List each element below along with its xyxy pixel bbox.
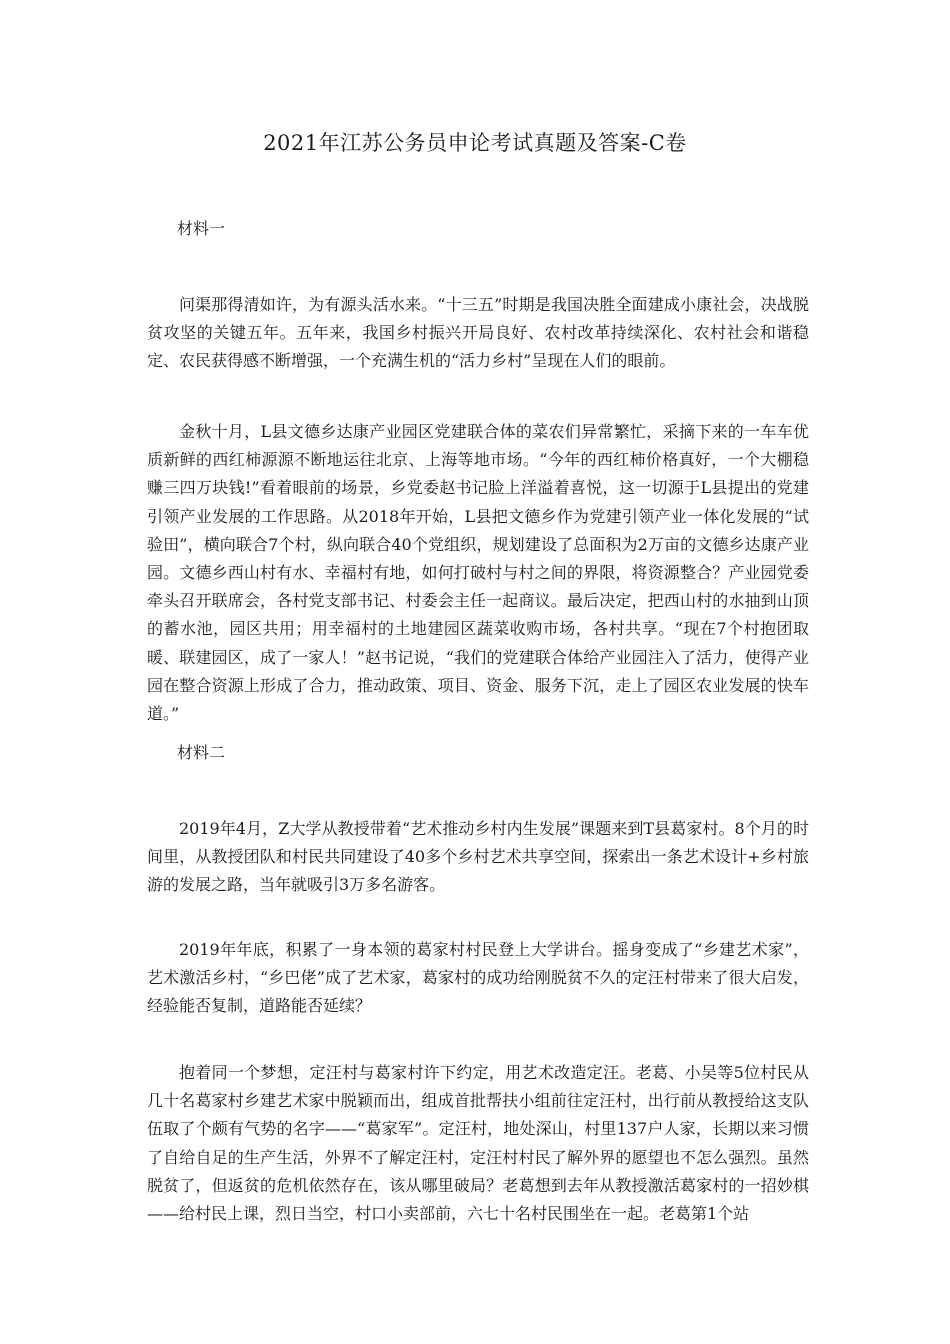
- page-title: 2021年江苏公务员申论考试真题及答案-C卷: [263, 131, 687, 155]
- paragraph: 2019年年底，积累了一身本领的葛家村村民登上大学讲台。摇身变成了“乡建艺术家”，艺术激活乡村，“乡巴佬”成了艺术家，葛家村的成功给刚脱贫不久的定汪村带来了很大启发，经验能否复制，道路能否延续？: [147, 940, 809, 1016]
- paragraph: 抱着同一个梦想，定汪村与葛家村许下约定，用艺术改造定汪。老葛、小吴等5位村民从几十名葛家村乡建艺术家中脱颖而出，组成首批帮扶小组前往定汪村，出行前从教授给这支队伍取了个颇有气势的名字——“葛家军”。定汪村，地处深山，村里137户人家，长期以来习惯了自给自足的生产生活，外界不了解定汪村，定汪村村民了解外界的愿望也不怎么强烈。虽然脱贫了，但返贫的危机依然存在，该从哪里破局？老葛想到去年从教授激活葛家村的一招妙棋——给村民上课，烈日当空，村口小卖部前，六七十名村民围坐在一起。老葛第1个站: [147, 1063, 809, 1224]
- section-heading-material-1: 材料一: [177, 219, 226, 238]
- section-heading-material-2: 材料二: [177, 743, 226, 762]
- paragraph: 问渠那得清如许，为有源头活水来。“十三五”时期是我国决胜全面建成小康社会，决战脱贫攻坚的关键五年。五年来，我国乡村振兴开局良好、农村改革持续深化、农村社会和谐稳定、农民获得感不断增强，一个充满生机的“活力乡村”呈现在人们的眼前。: [147, 295, 809, 371]
- paragraph: 金秋十月，L县文德乡达康产业园区党建联合体的菜农们异常繁忙，采摘下来的一车车优质新鲜的西红柿源源不断地运往北京、上海等地市场。“今年的西红柿价格真好，一个大棚稳赚三四万块钱!”看着眼前的场景，乡党委赵书记脸上洋溢着喜悦，这一切源于L县提出的党建引领产业发展的工作思路。从2018年开始，L县把文德乡作为党建引领产业一体化发展的“试验田”，横向联合7个村，纵向联合40个党组织，规划建设了总面积为2万亩的文德乡达康产业园。文德乡西山村有水、幸福村有地，如何打破村与村之间的界限，将资源整合？产业园党委牵头召开联席会，各村党支部书记、村委会主任一起商议。最后决定，把西山村的水抽到山顶的蓄水池，园区共用；用幸福村的土地建园区蔬菜收购市场，各村共享。“现在7个村抱团取暖、联建园区，成了一家人！”赵书记说，“我们的党建联合体给产业园注入了活力，使得产业园在整合资源上形成了合力，推动政策、项目、资金、服务下沉，走上了园区农业发展的快车道。”: [147, 422, 809, 724]
- paragraph: 2019年4月，Z大学从教授带着“艺术推动乡村内生发展”课题来到T县葛家村。8个月的时间里，从教授团队和村民共同建设了40多个乡村艺术共享空间，探索出一条艺术设计+乡村旅游的发展之路，当年就吸引3万多名游客。: [147, 819, 809, 895]
